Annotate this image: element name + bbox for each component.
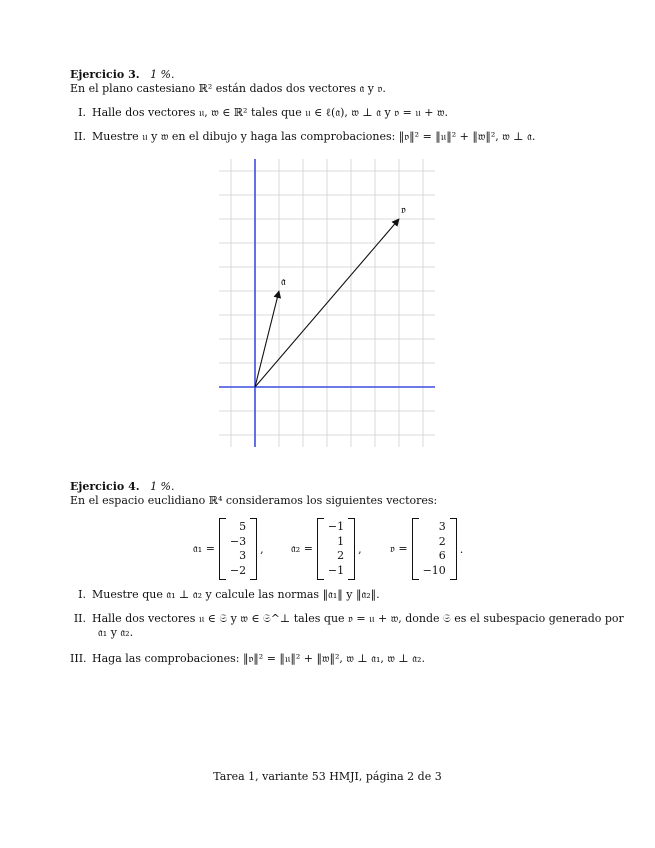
vector-a1-entry: −2 — [229, 563, 247, 577]
ex3-item-1-text: Halle dos vectores 𝔲, 𝔴 ∈ ℝ² tales que 𝔲 ∈ ℓ(𝔞), 𝔴 ⊥ 𝔞 y 𝔳 = 𝔲 + 𝔴. — [92, 106, 448, 119]
vector-a1-entry: −3 — [229, 534, 247, 548]
vector-label-1: 𝔳 — [401, 203, 406, 216]
vector-a2-entry: 2 — [337, 549, 345, 563]
ex3-weight: 1 %. — [150, 68, 175, 81]
ex4-item-1-num: I. — [78, 588, 86, 601]
vector-a2-entry: −1 — [327, 563, 345, 577]
vector-v — [390, 518, 463, 580]
ex4-item-2-text2: 𝔞₁ y 𝔞₂. — [98, 626, 134, 639]
vector-a1-entry: 3 — [239, 549, 247, 563]
vector-a1 — [193, 518, 264, 580]
figure-vectors — [255, 203, 406, 387]
vector-v-sep: . — [459, 542, 464, 556]
ex4-intro: En el espacio euclidiano ℝ⁴ consideramos los siguientes vectores: — [70, 494, 438, 507]
ex3-title: Ejercicio 3. — [70, 68, 140, 81]
page-footer: Tarea 1, variante 53 HMJI, página 2 de 3 — [213, 770, 442, 783]
ex4-item-1-text: Muestre que 𝔞₁ ⊥ 𝔞₂ y calcule las normas ‖𝔞₁‖ y ‖𝔞₂‖. — [92, 588, 380, 601]
ex3-item-2-text: Muestre 𝔲 y 𝔴 en el dibujo y haga las comprobaciones: ‖𝔳‖² = ‖𝔲‖² + ‖𝔴‖², 𝔴 ⊥ 𝔞. — [92, 130, 536, 143]
vector-label-0: 𝔞 — [281, 275, 286, 288]
ex4-heading — [70, 480, 175, 494]
ex4-item-1 — [70, 588, 380, 602]
vector-v-entry: −10 — [422, 563, 446, 577]
vector-v-label: 𝔳 = — [390, 542, 408, 555]
ex4-weight: 1 %. — [150, 480, 175, 493]
vector-a2-entry: −1 — [327, 520, 345, 533]
vector-a2-entry: 1 — [337, 534, 345, 548]
ex4-item-3 — [70, 652, 425, 666]
vector-a2 — [291, 518, 362, 580]
ex4-item-2-num: II. — [73, 612, 86, 625]
vector-a1-sep: , — [260, 542, 264, 556]
ex4-item-2 — [70, 612, 624, 626]
vector-a2-label: 𝔞₂ = — [291, 542, 313, 555]
ex3-item-1-num: I. — [78, 106, 86, 119]
vector-a2-sep: , — [358, 542, 362, 556]
ex3-item-2-num: II. — [73, 130, 86, 143]
ex4-item-3-num: III. — [70, 652, 87, 665]
ex4-item-2-text: Halle dos vectores 𝔲 ∈ 𝔖 y 𝔴 ∈ 𝔖^⊥ tales que 𝔳 = 𝔲 + 𝔴, donde 𝔖 es el subespacio generado por — [92, 612, 624, 625]
ex4-item-3-text: Haga las comprobaciones: ‖𝔳‖² = ‖𝔲‖² + ‖𝔴‖², 𝔴 ⊥ 𝔞₁, 𝔴 ⊥ 𝔞₂. — [92, 652, 425, 665]
ex4-title: Ejercicio 4. — [70, 480, 140, 493]
vector-a1-entry: 5 — [239, 520, 247, 533]
vector-v-entry: 2 — [438, 534, 446, 548]
ex3-intro: En el plano castesiano ℝ² están dados dos vectores 𝔞 y 𝔳. — [70, 82, 386, 95]
vector-a1-label: 𝔞₁ = — [193, 542, 215, 555]
vector-v-entry: 3 — [438, 520, 446, 533]
vector-v-entry: 6 — [438, 549, 446, 563]
